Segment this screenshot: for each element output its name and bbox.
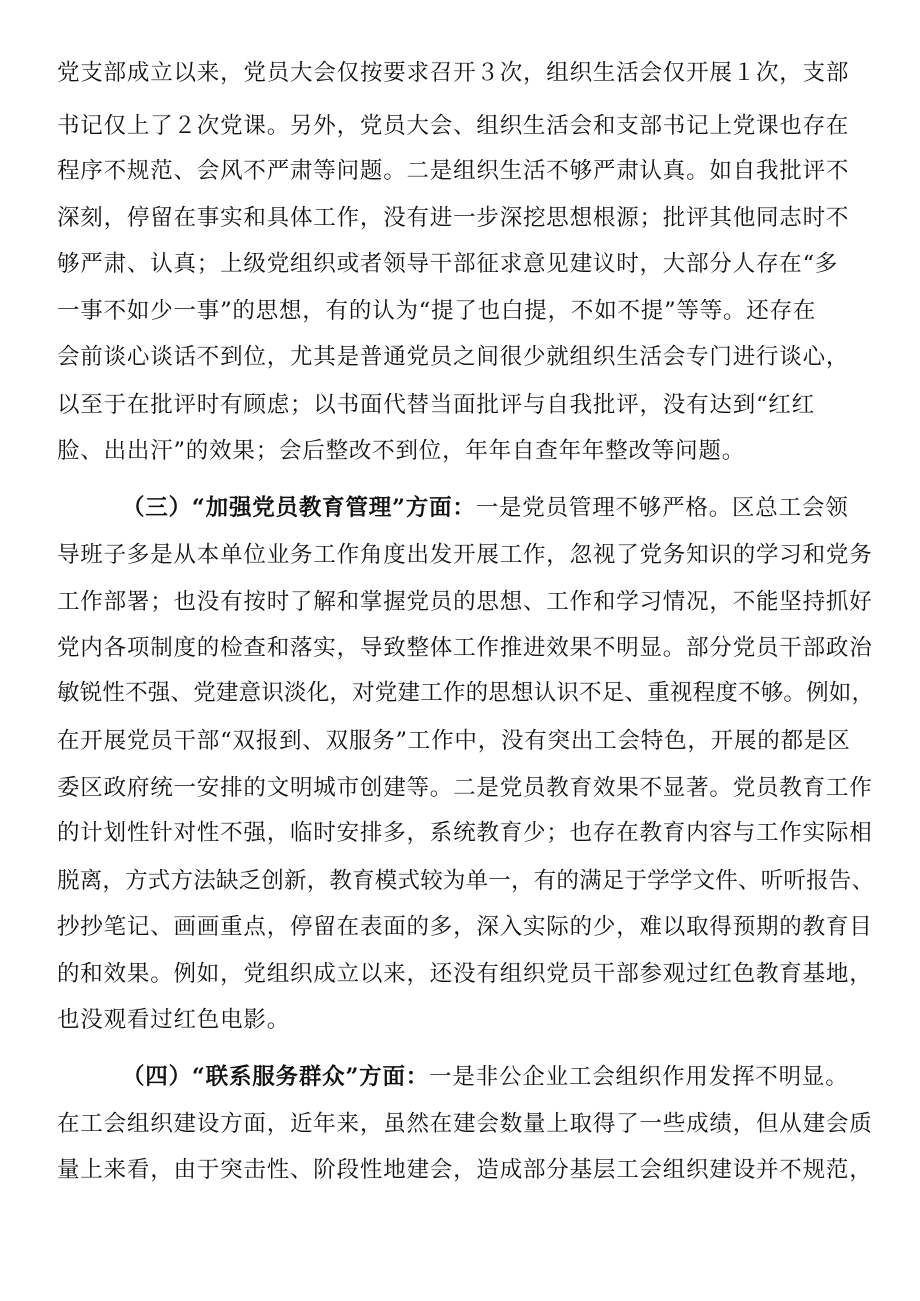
text-line: 委区政府统一安排的文明城市创建等。二是党员教育效果不显著。党员教育工作 bbox=[57, 775, 873, 801]
section-heading-rest: 一是党员管理不够严格。区总工会领 bbox=[475, 495, 849, 521]
text-line: 脱离，方式方法缺乏创新，教育模式较为单一，有的满足于学学文件、听听报告、 bbox=[57, 868, 875, 894]
text-line: 导班子多是从本单位业务工作角度出发开展工作，忽视了党务知识的学习和党务 bbox=[57, 542, 873, 568]
text-line: 抄抄笔记、画画重点，停留在表面的多，深入实际的少，难以取得预期的教育目 bbox=[57, 914, 873, 940]
text-line: 党支部成立以来，党员大会仅按要求召开３次，组织生活会仅开展１次，支部 bbox=[57, 60, 850, 86]
section-heading: （三）“加强党员教育管理”方面： bbox=[122, 495, 476, 521]
text-line: 在开展党员干部“双报到、双服务”工作中，没有突出工会特色，开展的都是区 bbox=[57, 728, 851, 754]
text-line: 也没观看过红色电影。 bbox=[57, 1007, 291, 1033]
text-line: 在工会组织建设方面，近年来，虽然在建会数量上取得了一些成绩，但从建会质 bbox=[57, 1111, 873, 1137]
text-line: 书记仅上了２次党课。另外，党员大会、组织生活会和支部书记上党课也存在 bbox=[57, 113, 850, 139]
text-line: 的和效果。例如，党组织成立以来，还没有组织党员干部参观过红色教育基地， bbox=[57, 961, 873, 987]
text-line: 一事不如少一事”的思想，有的认为“提了也白提，不如不提”等等。还存在 bbox=[57, 298, 817, 324]
section-heading-line bbox=[122, 493, 849, 523]
text-line: 脸、出出汗”的效果；会后整改不到位，年年自查年年整改等问题。 bbox=[57, 438, 746, 464]
section-heading: （四）“联系服务群众”方面： bbox=[122, 1064, 430, 1090]
text-line: 党内各项制度的检查和落实，导致整体工作推进效果不明显。部分党员干部政治 bbox=[57, 635, 873, 661]
text-line: 程序不规范、会风不严肃等问题。二是组织生活不够严肃认真。如自我批评不 bbox=[57, 158, 850, 184]
text-line: 量上来看，由于突击性、阶段性地建会，造成部分基层工会组织建设并不规范， bbox=[57, 1157, 873, 1183]
text-line: 深刻，停留在事实和具体工作，没有进一步深挖思想根源；批评其他同志时不 bbox=[57, 205, 850, 231]
text-line: 敏锐性不强、党建意识淡化，对党建工作的思想认识不足、重视程度不够。例如， bbox=[57, 680, 875, 706]
section-heading-rest: 一是非公企业工会组织作用发挥不明显。 bbox=[429, 1064, 849, 1090]
text-line: 会前谈心谈话不到位，尤其是普通党员之间很少就组织生活会专门进行谈心， bbox=[57, 344, 850, 370]
text-line: 的计划性针对性不强，临时安排多，系统教育少；也存在教育内容与工作实际相 bbox=[57, 820, 873, 846]
section-heading-line bbox=[122, 1062, 849, 1092]
text-line: 以至于在批评时有顾虑；以书面代替当面批评与自我批评，没有达到“红红 bbox=[57, 392, 815, 418]
text-line: 够严肃、认真；上级党组织或者领导干部征求意见建议时，大部分人存在“多 bbox=[57, 251, 839, 277]
text-line: 工作部署；也没有按时了解和掌握党员的思想、工作和学习情况，不能坚持抓好 bbox=[57, 589, 873, 615]
